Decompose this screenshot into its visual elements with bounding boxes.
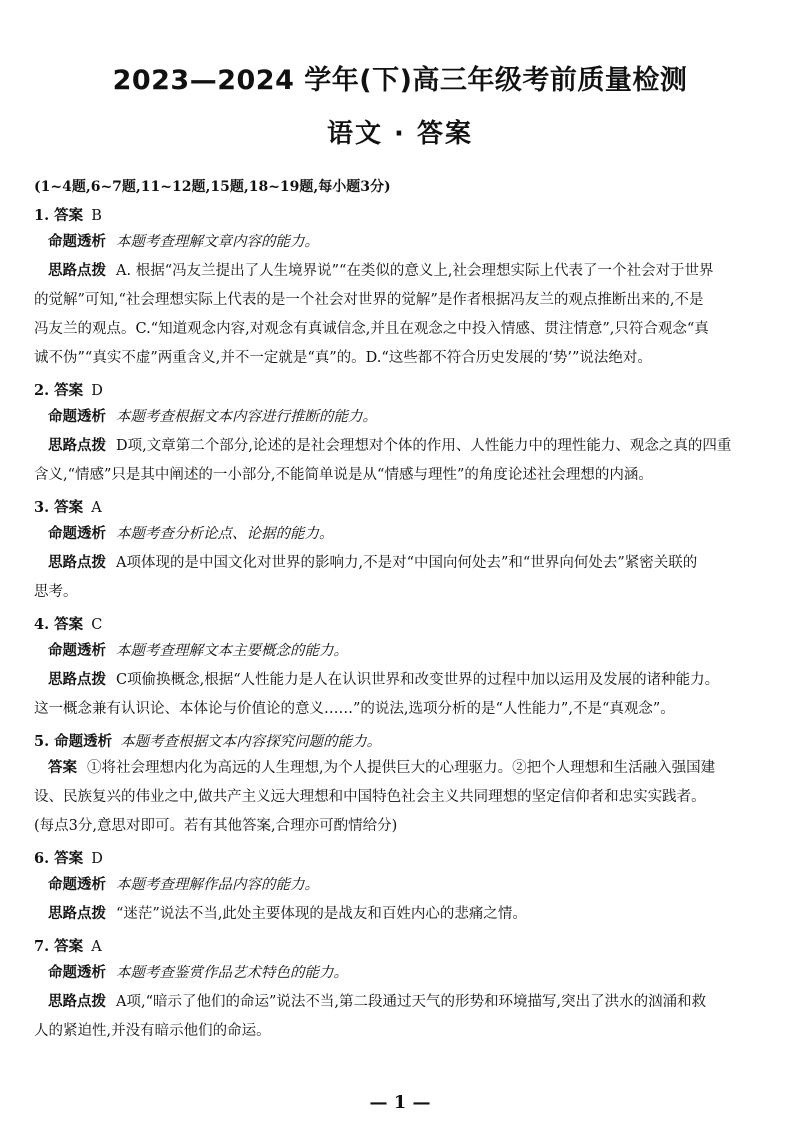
analysis-line: 思考。 (34, 584, 78, 600)
question-3-answer: A (91, 500, 102, 516)
intent-label: 命题透析 (48, 409, 106, 425)
intent-label: 命题透析 (48, 234, 106, 250)
answer-line: ①将社会理想内化为高远的人生理想,为个人提供巨大的心理驱力。②把个人理想和生活融入强国建 (87, 760, 716, 776)
intent-text: 本题考查根据文本内容进行推断的能力。 (116, 409, 377, 425)
question-1-number: 1. 答案 (34, 207, 84, 224)
question-7-analysis (34, 988, 769, 1046)
question-6-header (34, 847, 769, 871)
question-7-header (34, 935, 769, 959)
intent-text: 本题考查鉴赏作品艺术特色的能力。 (116, 965, 348, 981)
intent-label: 命题透析 (48, 877, 106, 893)
answer-content (34, 198, 769, 1046)
page-number: — 1 — (369, 1092, 431, 1113)
analysis-line: 人的紧迫性,并没有暗示他们的命运。 (34, 1023, 271, 1039)
question-4-header (34, 613, 769, 637)
analysis-line: C项偷换概念,根据“人性能力是人在认识世界和改变世界的过程中加以运用及发展的诸种能力。 (116, 672, 720, 688)
analysis-line: “迷茫”说法不当,此处主要体现的是战友和百姓内心的悲痛之情。 (116, 906, 527, 922)
analysis-line: 的觉解”可知,“社会理想实际上代表的是一个社会对世界的觉解”是作者根据冯友兰的观点推断出来的,不是 (34, 292, 704, 308)
analysis-line: 诚不伪”“真实不虚”两重含义,并不一定就是“真”的。D.“这些都不符合历史发展的‘势’”说法绝对。 (34, 350, 652, 366)
analysis-line: A. 根据“冯友兰提出了人生境界说”“在类似的意义上,社会理想实际上代表了一个社会对于世界 (116, 263, 714, 279)
answer-line: 设、民族复兴的伟业之中,做共产主义远大理想和中国特色社会主义共同理想的坚定信仰者和忠实实践者。 (34, 789, 706, 805)
intent-text: 本题考查理解文本主要概念的能力。 (116, 643, 348, 659)
intent-text: 本题考查理解文章内容的能力。 (116, 234, 319, 250)
intent-label: 命题透析 (48, 643, 106, 659)
question-2-header (34, 379, 769, 403)
intent-label: 命题透析 (48, 965, 106, 981)
analysis-label: 思路点拨 (48, 906, 106, 922)
question-1-answer: B (91, 208, 102, 224)
question-4-answer: C (91, 617, 103, 633)
question-3-header (34, 496, 769, 520)
question-5-header (34, 730, 769, 754)
analysis-label: 思路点拨 (48, 263, 106, 279)
question-3-number: 3. 答案 (34, 499, 84, 516)
analysis-line: D项,文章第二个部分,论述的是社会理想对个体的作用、人性能力中的理性能力、观念之真的四重 (116, 438, 732, 454)
intent-text: 本题考查分析论点、论据的能力。 (116, 526, 334, 542)
answer-label: 答案 (48, 760, 77, 776)
question-4-number: 4. 答案 (34, 616, 84, 633)
question-3-analysis (34, 549, 769, 607)
question-5-intent: 本题考查根据文本内容探究问题的能力。 (120, 734, 382, 750)
question-6-answer: D (91, 851, 103, 867)
analysis-line: 冯友兰的观点。C.“知道观念内容,对观念有真诚信念,并且在观念之中投入情感、贯注情意”,只符合观念“真 (34, 321, 709, 337)
question-2-answer: D (91, 383, 103, 399)
question-4-intent (34, 637, 769, 666)
analysis-label: 思路点拨 (48, 555, 106, 571)
question-1-intent (34, 228, 769, 257)
question-6-intent (34, 871, 769, 900)
question-6-number: 6. 答案 (34, 850, 84, 867)
question-2-intent (34, 403, 769, 432)
intent-text: 本题考查理解作品内容的能力。 (116, 877, 319, 893)
question-6-analysis (34, 900, 769, 929)
question-2-number: 2. 答案 (34, 382, 84, 399)
analysis-line: A项体现的是中国文化对世界的影响力,不是对“中国向何处去”和“世界向何处去”紧密关联的 (116, 555, 698, 571)
question-7-intent (34, 959, 769, 988)
question-5-number: 5. 命题透析 (34, 733, 113, 750)
page-subtitle: 语文 · 答案 (327, 119, 473, 149)
analysis-line: 含义,“情感”只是其中阐述的一小部分,不能简单说是从“情感与理性”的角度论述社会理想的内涵。 (34, 467, 653, 483)
question-4-analysis (34, 666, 769, 724)
question-7-answer: A (91, 939, 102, 955)
question-1-header (34, 204, 769, 228)
analysis-line: 这一概念兼有认识论、本体论与价值论的意义……”的说法,选项分析的是“人性能力”,不是“真观念”。 (34, 701, 675, 717)
analysis-label: 思路点拨 (48, 994, 106, 1010)
question-3-intent (34, 520, 769, 549)
page-title: 2023—2024 学年(下)高三年级考前质量检测 (112, 65, 688, 96)
analysis-line: A项,“暗示了他们的命运”说法不当,第二段通过天气的形势和环境描写,突出了洪水的汹涌和救 (116, 994, 707, 1010)
analysis-label: 思路点拨 (48, 438, 106, 454)
question-2-analysis (34, 432, 769, 490)
analysis-label: 思路点拨 (48, 672, 106, 688)
question-7-number: 7. 答案 (34, 938, 84, 955)
question-1-analysis (34, 257, 769, 373)
scoring-note: (1~4题,6~7题,11~12题,15题,18~19题,每小题3分) (34, 179, 391, 195)
intent-label: 命题透析 (48, 526, 106, 542)
answer-line: (每点3分,意思对即可。若有其他答案,合理亦可酌情给分) (34, 818, 398, 834)
question-5-answer (34, 754, 769, 841)
